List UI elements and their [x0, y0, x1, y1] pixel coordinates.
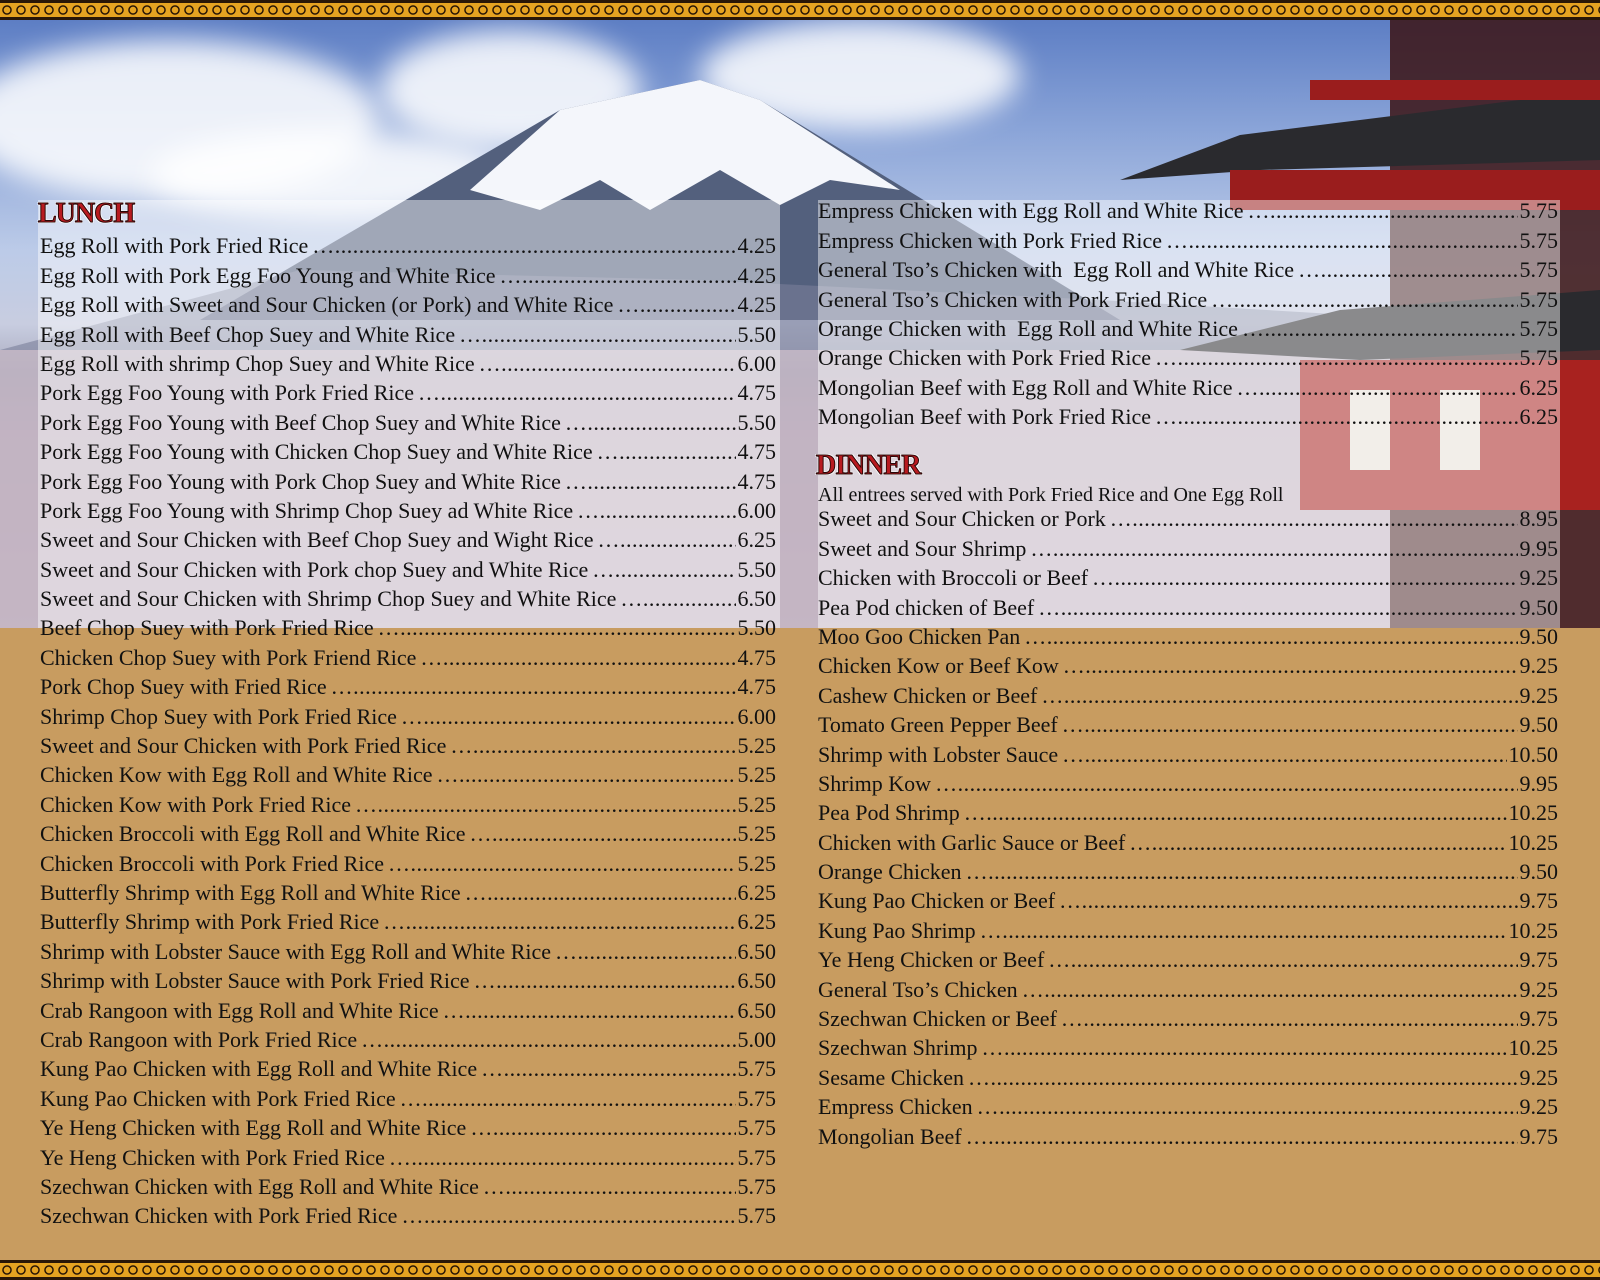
menu-item	[818, 193, 1558, 222]
dot-leader	[966, 861, 1518, 883]
dot-leader	[565, 412, 736, 434]
menu-item-price: 9.50	[1519, 594, 1558, 620]
menu-item-name: General Tso’s Chicken with Pork Fried Rice	[818, 286, 1208, 312]
dot-leader	[470, 1117, 735, 1139]
menu-item	[818, 589, 1558, 618]
menu-item	[818, 942, 1558, 971]
menu-item-price: 9.75	[1519, 888, 1558, 914]
menu-item-price: 5.75	[737, 1173, 776, 1199]
menu-item	[40, 346, 776, 375]
dot-leader	[598, 529, 736, 551]
menu-item	[818, 795, 1558, 824]
dot-leader	[1063, 655, 1518, 677]
menu-item-name: Pork Egg Foo Young with Shrimp Chop Suey ad White Rice	[40, 497, 574, 523]
menu-item-name: Butterfly Shrimp with Egg Roll and White Rice	[40, 879, 461, 905]
menu-item-price: 4.25	[737, 292, 776, 318]
menu-item	[40, 1198, 776, 1227]
menu-item-name: Szechwan Chicken with Egg Roll and White Rice	[40, 1173, 479, 1199]
menu-item	[40, 669, 776, 698]
menu-item-name: Szechwan Chicken or Beef	[818, 1006, 1057, 1032]
menu-item-price: 5.50	[737, 615, 776, 641]
menu-item-price: 6.00	[737, 497, 776, 523]
menu-item-name: Pork Chop Suey with Fried Rice	[40, 674, 327, 700]
menu-item	[818, 252, 1558, 281]
dot-leader	[1110, 508, 1518, 530]
menu-item-name: Egg Roll with Beef Chop Suey and White Rice	[40, 321, 456, 347]
menu-item	[40, 493, 776, 522]
menu-item-price: 9.50	[1519, 859, 1558, 885]
menu-item-price: 5.75	[737, 1056, 776, 1082]
menu-item-name: Chicken Chop Suey with Pork Friend Rice	[40, 644, 417, 670]
menu-item-price: 9.25	[1519, 1064, 1558, 1090]
menu-item-price: 6.50	[737, 968, 776, 994]
menu-item-price: 9.75	[1519, 947, 1558, 973]
menu-item-name: Kung Pao Chicken or Beef	[818, 888, 1056, 914]
dot-leader	[418, 382, 735, 404]
menu-item-name: Egg Roll with Pork Fried Rice	[40, 233, 309, 259]
menu-item-price: 5.75	[1519, 286, 1558, 312]
dot-leader	[355, 794, 735, 816]
menu-item	[818, 912, 1558, 941]
menu-item-price: 5.75	[1519, 227, 1558, 253]
menu-item-price: 6.25	[737, 527, 776, 553]
menu-item	[818, 648, 1558, 677]
menu-item-price: 4.25	[737, 233, 776, 259]
menu-item-price: 5.00	[737, 1026, 776, 1052]
menu-item-name: Sweet and Sour Chicken or Pork	[818, 506, 1106, 532]
menu-item-name: Szechwan Shrimp	[818, 1035, 978, 1061]
menu-item-price: 5.25	[737, 791, 776, 817]
menu-item	[818, 311, 1558, 340]
menu-item	[40, 698, 776, 727]
dot-leader	[1155, 347, 1518, 369]
dot-leader	[1061, 1008, 1518, 1030]
menu-item	[40, 551, 776, 580]
dot-leader	[312, 235, 735, 257]
menu-item-name: Orange Chicken	[818, 859, 962, 885]
menu-item	[40, 963, 776, 992]
menu-item-name: Chicken Kow or Beef Kow	[818, 653, 1059, 679]
menu-item	[40, 581, 776, 610]
dot-leader	[483, 1176, 736, 1198]
menu-item-name: Pork Egg Foo Young with Pork Fried Rice	[40, 380, 415, 406]
dot-leader	[1129, 832, 1506, 854]
menu-item	[40, 816, 776, 845]
dot-leader	[474, 970, 736, 992]
dot-leader	[1062, 744, 1506, 766]
dot-leader	[980, 920, 1507, 942]
menu-item-name: General Tso’s Chicken with Egg Roll and White Rice	[818, 257, 1295, 283]
menu-item	[818, 1001, 1558, 1030]
dot-leader	[436, 764, 735, 786]
dot-leader	[378, 617, 736, 639]
menu-item-name: Mongolian Beef	[818, 1123, 962, 1149]
dot-leader	[977, 1096, 1518, 1118]
menu-item	[818, 1089, 1558, 1118]
dot-leader	[383, 911, 735, 933]
dot-leader	[597, 441, 736, 463]
menu-item-price: 4.75	[737, 439, 776, 465]
menu-item-name: Pork Egg Foo Young with Chicken Chop Suey and White Rice	[40, 439, 593, 465]
dot-leader	[401, 706, 736, 728]
menu-item	[818, 883, 1558, 912]
menu-item	[40, 786, 776, 815]
menu-item-price: 6.25	[737, 909, 776, 935]
menu-item	[40, 463, 776, 492]
menu-item-name: Crab Rangoon with Egg Roll and White Rice	[40, 997, 439, 1023]
menu-item-price: 9.75	[1519, 1006, 1558, 1032]
menu-item-name: Ye Heng Chicken with Pork Fried Rice	[40, 1144, 385, 1170]
menu-item-name: Beef Chop Suey with Pork Fried Rice	[40, 615, 374, 641]
menu-item	[40, 610, 776, 639]
dot-leader	[577, 500, 735, 522]
menu-item-name: Ye Heng Chicken with Egg Roll and White Rice	[40, 1115, 467, 1141]
dot-leader	[331, 676, 736, 698]
menu-item-name: Pea Pod chicken of Beef	[818, 594, 1035, 620]
menu-item-price: 6.00	[737, 350, 776, 376]
dot-leader	[1211, 289, 1517, 311]
menu-item-price: 10.25	[1508, 1035, 1558, 1061]
menu-item-name: Sweet and Sour Chicken with Pork Fried Rice	[40, 733, 447, 759]
menu-item-price: 5.75	[737, 1144, 776, 1170]
menu-item	[40, 1051, 776, 1080]
menu-item-name: Chicken Kow with Pork Fried Rice	[40, 791, 352, 817]
dot-leader	[1024, 626, 1517, 648]
bottom-border	[0, 1260, 1600, 1280]
menu-item-name: Tomato Green Pepper Beef	[818, 712, 1058, 738]
menu-item-price: 4.75	[737, 380, 776, 406]
menu-item-name: Sweet and Sour Chicken with Beef Chop Suey and Wight Rice	[40, 527, 594, 553]
menu-item-price: 5.75	[737, 1115, 776, 1141]
menu-item-price: 9.25	[1519, 976, 1558, 1002]
dot-leader	[1059, 890, 1517, 912]
menu-item	[40, 757, 776, 786]
menu-item-price: 9.50	[1519, 623, 1558, 649]
dot-leader	[420, 647, 735, 669]
menu-item	[40, 1139, 776, 1168]
dot-leader	[479, 353, 736, 375]
menu-item	[818, 707, 1558, 736]
menu-item	[818, 1059, 1558, 1088]
dot-leader	[401, 1205, 735, 1227]
dot-leader	[1242, 318, 1518, 340]
menu-item-name: Ye Heng Chicken or Beef	[818, 947, 1045, 973]
menu-item-price: 9.25	[1519, 1094, 1558, 1120]
menu-item-price: 10.50	[1508, 741, 1558, 767]
menu-item-name: Sweet and Sour Chicken with Shrimp Chop Suey and White Rice	[40, 586, 617, 612]
menu-item-price: 9.25	[1519, 565, 1558, 591]
menu-item	[818, 766, 1558, 795]
dot-leader	[1092, 567, 1517, 589]
menu-item-name: Shrimp Chop Suey with Pork Fried Rice	[40, 703, 397, 729]
dot-leader	[443, 1000, 736, 1022]
menu-item-price: 4.75	[737, 468, 776, 494]
dot-leader	[1022, 979, 1518, 1001]
menu-item-name: Egg Roll with Pork Egg Foo Young and White Rice	[40, 262, 496, 288]
menu-item	[818, 369, 1558, 398]
menu-item-price: 9.95	[1519, 770, 1558, 796]
menu-item-name: Chicken Broccoli with Pork Fried Rice	[40, 850, 384, 876]
menu-item-name: Chicken Kow with Egg Roll and White Rice	[40, 762, 433, 788]
menu-item-price: 5.50	[737, 556, 776, 582]
menu-item-name: Shrimp with Lobster Sauce	[818, 741, 1059, 767]
dot-leader	[1041, 685, 1517, 707]
menu-item-name: Mongolian Beef with Egg Roll and White Rice	[818, 374, 1233, 400]
menu-item-name: Empress Chicken	[818, 1094, 973, 1120]
menu-item-price: 10.25	[1508, 917, 1558, 943]
menu-item	[40, 257, 776, 286]
menu-item	[40, 875, 776, 904]
dinner-heading: DINNER	[816, 450, 921, 481]
menu-item	[40, 316, 776, 345]
menu-item-price: 6.50	[737, 586, 776, 612]
menu-item	[40, 1110, 776, 1139]
menu-item	[40, 728, 776, 757]
menu-item-name: Sweet and Sour Shrimp	[818, 535, 1027, 561]
menu-item-name: Crab Rangoon with Pork Fried Rice	[40, 1026, 358, 1052]
menu-item-name: Kung Pao Chicken with Pork Fried Rice	[40, 1085, 396, 1111]
menu-item-price: 9.50	[1519, 712, 1558, 738]
menu-item	[818, 399, 1558, 428]
menu-item-name: Pea Pod Shrimp	[818, 800, 960, 826]
dot-leader	[1247, 200, 1517, 222]
menu-item	[40, 992, 776, 1021]
menu-item-name: Kung Pao Chicken with Egg Roll and White Rice	[40, 1056, 478, 1082]
menu-item-price: 4.25	[737, 262, 776, 288]
top-border	[0, 0, 1600, 20]
menu-item	[818, 1030, 1558, 1059]
dot-leader	[592, 559, 735, 581]
dot-leader	[1062, 714, 1518, 736]
menu-item-name: Shrimp with Lobster Sauce with Pork Fried Rice	[40, 968, 470, 994]
dot-leader	[500, 265, 736, 287]
menu-item	[818, 824, 1558, 853]
menu-item-price: 6.25	[1519, 404, 1558, 430]
dot-leader	[388, 853, 736, 875]
dot-leader	[1236, 377, 1517, 399]
menu-item-price: 5.50	[737, 321, 776, 347]
dinner-items	[818, 501, 1558, 1148]
menu-item	[818, 1118, 1558, 1147]
dot-leader	[459, 324, 735, 346]
menu-item-name: Shrimp Kow	[818, 770, 932, 796]
menu-item	[818, 530, 1558, 559]
menu-item	[40, 375, 776, 404]
menu-item-price: 9.25	[1519, 653, 1558, 679]
dot-leader	[565, 471, 736, 493]
menu-item-name: Sweet and Sour Chicken with Pork chop Suey and White Rice	[40, 556, 589, 582]
menu-item-name: Kung Pao Shrimp	[818, 917, 976, 943]
dot-leader	[1038, 597, 1517, 619]
menu-item-price: 9.95	[1519, 535, 1558, 561]
menu-item-name: Cashew Chicken or Beef	[818, 682, 1038, 708]
menu-item-name: Sesame Chicken	[818, 1064, 965, 1090]
menu-item-price: 5.75	[1519, 198, 1558, 224]
menu-item-price: 6.50	[737, 997, 776, 1023]
menu-item	[818, 222, 1558, 251]
menu-item-price: 5.75	[1519, 345, 1558, 371]
lunch-items-continued	[818, 193, 1558, 428]
menu-item-name: Empress Chicken with Egg Roll and White Rice	[818, 198, 1244, 224]
menu-item-price: 10.25	[1508, 829, 1558, 855]
menu-item	[40, 933, 776, 962]
menu-item-price: 4.75	[737, 644, 776, 670]
dot-leader	[1166, 230, 1517, 252]
menu-item-price: 5.75	[1519, 315, 1558, 341]
menu-item-name: Egg Roll with Sweet and Sour Chicken (or Pork) and White Rice	[40, 292, 614, 318]
menu-item	[40, 1080, 776, 1109]
menu-item	[818, 560, 1558, 589]
dot-leader	[964, 802, 1507, 824]
menu-item-name: Pork Egg Foo Young with Beef Chop Suey and White Rice	[40, 409, 561, 435]
menu-item-name: Orange Chicken with Pork Fried Rice	[818, 345, 1151, 371]
menu-item	[40, 904, 776, 933]
dot-leader	[1155, 406, 1517, 428]
dot-leader	[555, 941, 735, 963]
menu-item-price: 6.25	[1519, 374, 1558, 400]
menu-item-price: 6.00	[737, 703, 776, 729]
menu-item	[818, 281, 1558, 310]
dot-leader	[617, 294, 735, 316]
dot-leader	[1298, 259, 1517, 281]
menu-item	[818, 340, 1558, 369]
menu-item-price: 5.75	[1519, 257, 1558, 283]
menu-item	[40, 228, 776, 257]
menu-item-price: 6.50	[737, 938, 776, 964]
menu-item-price: 9.75	[1519, 1123, 1558, 1149]
dot-leader	[389, 1147, 736, 1169]
menu-item-price: 5.50	[737, 409, 776, 435]
menu-item-name: General Tso’s Chicken	[818, 976, 1018, 1002]
dot-leader	[481, 1058, 735, 1080]
menu-item-price: 5.25	[737, 733, 776, 759]
menu-item-price: 4.75	[737, 674, 776, 700]
menu-item-name: Moo Goo Chicken Pan	[818, 623, 1021, 649]
menu-item-name: Pork Egg Foo Young with Pork Chop Suey and White Rice	[40, 468, 561, 494]
dot-leader	[620, 588, 735, 610]
menu-item-name: Chicken with Garlic Sauce or Beef	[818, 829, 1126, 855]
menu-item-name: Shrimp with Lobster Sauce with Egg Roll and White Rice	[40, 938, 552, 964]
menu-item	[40, 434, 776, 463]
menu-item	[40, 639, 776, 668]
menu-item	[818, 736, 1558, 765]
menu-item-price: 5.75	[737, 1085, 776, 1111]
menu-item	[40, 1169, 776, 1198]
menu-item	[818, 619, 1558, 648]
lunch-heading: LUNCH	[38, 198, 135, 229]
menu-item-price: 6.25	[737, 879, 776, 905]
menu-item	[40, 522, 776, 551]
dot-leader	[981, 1037, 1506, 1059]
menu-item-price: 5.75	[737, 1203, 776, 1229]
menu-item-name: Orange Chicken with Egg Roll and White Rice	[818, 315, 1238, 341]
menu-item-price: 10.25	[1508, 800, 1558, 826]
menu-item	[40, 404, 776, 433]
menu-item-name: Chicken Broccoli with Egg Roll and White Rice	[40, 821, 466, 847]
menu-item-name: Mongolian Beef with Pork Fried Rice	[818, 404, 1152, 430]
menu-item-name: Szechwan Chicken with Pork Fried Rice	[40, 1203, 398, 1229]
dot-leader	[1030, 538, 1517, 560]
dot-leader	[361, 1029, 735, 1051]
menu-item	[818, 501, 1558, 530]
menu-item-price: 5.25	[737, 850, 776, 876]
dot-leader	[465, 882, 736, 904]
menu-item-name: Butterfly Shrimp with Pork Fried Rice	[40, 909, 380, 935]
menu-item-price: 8.95	[1519, 506, 1558, 532]
dinner-note: All entrees served with Pork Fried Rice and One Egg Roll	[818, 484, 1284, 506]
menu-item-name: Chicken with Broccoli or Beef	[818, 565, 1089, 591]
menu-item	[40, 1022, 776, 1051]
menu-item-price: 5.25	[737, 821, 776, 847]
dot-leader	[966, 1126, 1518, 1148]
dot-leader	[968, 1067, 1517, 1089]
menu-item-price: 5.25	[737, 762, 776, 788]
dot-leader	[935, 773, 1517, 795]
menu-item	[818, 677, 1558, 706]
menu-item-name: Empress Chicken with Pork Fried Rice	[818, 227, 1163, 253]
menu-item	[40, 845, 776, 874]
lunch-items	[40, 228, 776, 1227]
menu-item	[818, 854, 1558, 883]
menu-item-price: 9.25	[1519, 682, 1558, 708]
menu-item	[40, 287, 776, 316]
menu-item-name: Egg Roll with shrimp Chop Suey and White Rice	[40, 350, 475, 376]
dot-leader	[469, 823, 735, 845]
dot-leader	[400, 1088, 736, 1110]
dot-leader	[1048, 949, 1517, 971]
dot-leader	[450, 735, 735, 757]
menu-item	[818, 971, 1558, 1000]
